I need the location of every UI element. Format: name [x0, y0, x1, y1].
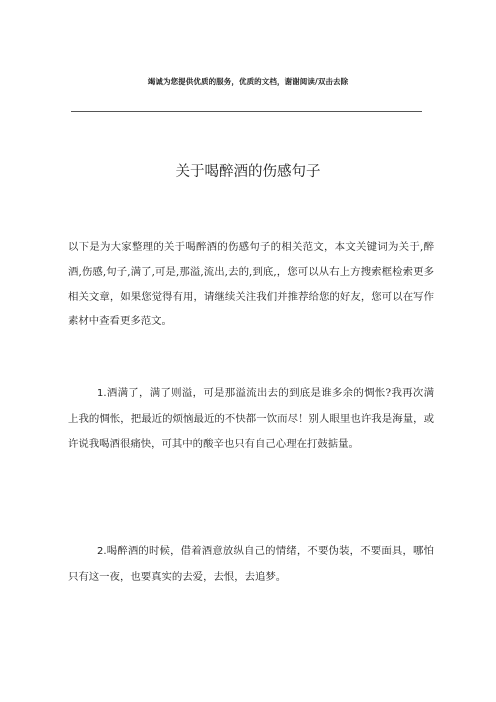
- item-text: 酒满了，满了则溢，可是那溢流出去的到底是谁多余的惆怅?我再次满上我的惆怅，把最近的烦恼最近的不快都一饮而尽！别人眼里也许我是海量，或许说我喝酒很痛快，可其中的酸辛也只有自己心理在打鼓掂量。: [68, 387, 434, 450]
- list-item: [68, 381, 434, 456]
- item-number: 2.: [97, 546, 107, 557]
- item-text: 喝醉酒的时候，借着酒意放纵自己的情绪，不要伪装，不要面具，哪怕只有这一夜，也要真实的去爱，去恨，去追梦。: [68, 545, 434, 583]
- header-note: 竭诚为您提供优质的服务，优质的文档，谢谢阅读/双击去除: [147, 77, 349, 86]
- document-title: 关于喝醉酒的伤感句子: [175, 164, 321, 180]
- intro-paragraph: 以下是为大家整理的关于喝醉酒的伤感句子的相关范文，本文关键词为关于,醉酒,伤感,句子,满了,可是,那溢,流出,去的,到底,，您可以从右上方搜索框检索更多相关文章，如果您觉得有用，请继续关注我们并推荐给您的好友，您可以在写作素材中查看更多范文。: [68, 241, 434, 328]
- list-item: [68, 539, 434, 590]
- item-number: 1.: [97, 388, 107, 399]
- header-divider: [71, 111, 422, 112]
